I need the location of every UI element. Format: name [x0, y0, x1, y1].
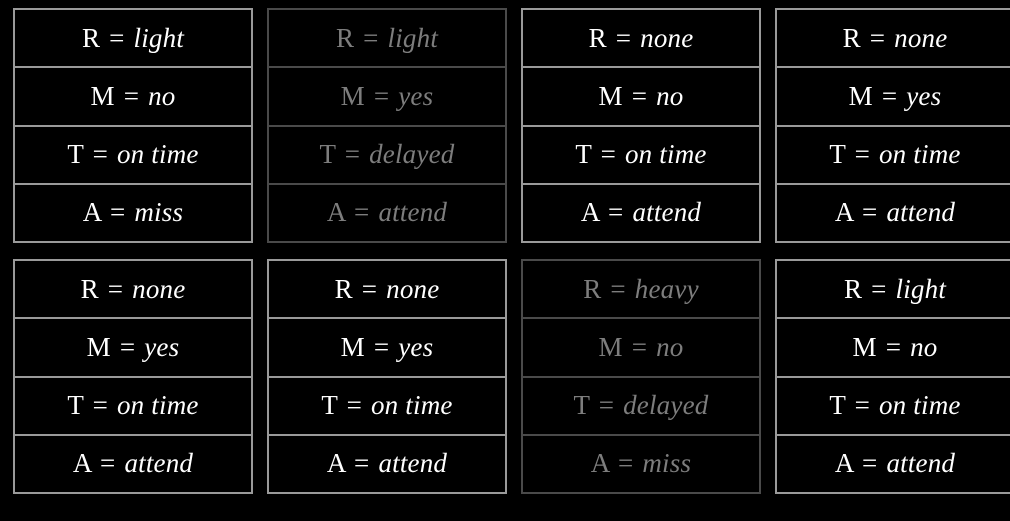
equals-sign: = [617, 448, 634, 479]
case-card [267, 8, 507, 243]
attribute-value: on time [878, 139, 961, 170]
attribute-value: yes [398, 331, 434, 362]
attribute-name: M [852, 331, 877, 362]
attribute-value: delayed [623, 390, 709, 421]
equals-sign: = [862, 197, 878, 228]
equals-sign: = [869, 22, 886, 53]
equals-sign: = [862, 448, 878, 479]
attribute-text [80, 273, 186, 304]
attribute-value: none [386, 273, 440, 304]
attribute-value: attend [886, 197, 956, 228]
attribute-name: A [82, 197, 102, 228]
attribute-row [269, 319, 505, 377]
attribute-text [575, 141, 706, 168]
attribute-row [777, 185, 1010, 241]
equals-sign: = [854, 139, 870, 170]
attribute-text [598, 331, 684, 362]
attribute-text [334, 273, 440, 304]
case-card [521, 259, 761, 494]
attribute-name: R [843, 273, 863, 304]
attribute-row [15, 127, 251, 185]
attribute-value: heavy [634, 273, 699, 304]
equals-sign: = [109, 22, 125, 53]
attribute-text [320, 141, 455, 168]
equals-sign: = [123, 80, 140, 111]
equals-sign: = [92, 139, 108, 170]
attribute-text [67, 141, 198, 168]
attribute-name: M [340, 80, 365, 111]
attribute-text [583, 273, 699, 304]
attribute-text [340, 80, 434, 111]
attribute-row [777, 378, 1010, 436]
attribute-value: miss [642, 448, 692, 479]
attribute-row [777, 10, 1010, 68]
attribute-text [591, 450, 691, 477]
attribute-text [327, 199, 447, 226]
equals-sign: = [610, 273, 626, 304]
attribute-value: on time [116, 390, 199, 421]
attribute-row [777, 68, 1010, 126]
attribute-value: none [640, 22, 694, 53]
attribute-value: attend [632, 197, 702, 228]
attribute-row [15, 319, 251, 377]
attribute-value: on time [878, 390, 961, 421]
attribute-row [523, 10, 759, 68]
attribute-name: M [848, 80, 873, 111]
case-card [775, 8, 1010, 243]
attribute-text [843, 273, 947, 304]
equals-sign: = [373, 80, 390, 111]
attribute-row [269, 261, 505, 319]
attribute-name: M [598, 80, 623, 111]
attribute-value: yes [144, 331, 180, 362]
attribute-name: A [326, 197, 346, 228]
attribute-name: T [829, 390, 846, 421]
attribute-row [523, 378, 759, 436]
attribute-name: M [340, 331, 365, 362]
attribute-text [835, 450, 955, 477]
attribute-name: A [326, 448, 346, 479]
attribute-value: on time [370, 390, 453, 421]
attribute-value: no [656, 331, 684, 362]
attribute-text [829, 141, 960, 168]
equals-sign: = [600, 139, 616, 170]
case-card [521, 8, 761, 243]
attribute-value: light [387, 22, 439, 53]
attribute-row [269, 10, 505, 68]
attribute-value: light [895, 273, 947, 304]
attribute-name: T [321, 390, 338, 421]
attribute-row [15, 261, 251, 319]
case-card [267, 259, 507, 494]
attribute-name: T [575, 139, 592, 170]
attribute-name: T [829, 139, 846, 170]
attribute-name: A [834, 448, 854, 479]
attribute-row [269, 436, 505, 492]
equals-sign: = [346, 390, 362, 421]
attribute-name: A [590, 448, 610, 479]
attribute-value: miss [134, 197, 184, 228]
attribute-row [777, 261, 1010, 319]
equals-sign: = [109, 197, 126, 228]
attribute-row [269, 185, 505, 241]
case-card [13, 259, 253, 494]
equals-sign: = [373, 331, 390, 362]
attribute-row [269, 68, 505, 126]
attribute-row [777, 127, 1010, 185]
attribute-text [67, 392, 198, 419]
equals-sign: = [363, 22, 379, 53]
equals-sign: = [361, 273, 378, 304]
attribute-name: T [67, 139, 84, 170]
equals-sign: = [871, 273, 887, 304]
attribute-value: attend [124, 448, 194, 479]
attribute-row [15, 185, 251, 241]
attribute-row [15, 436, 251, 492]
attribute-name: A [580, 197, 600, 228]
attribute-text [574, 392, 709, 419]
attribute-name: T [573, 390, 590, 421]
attribute-value: yes [398, 80, 434, 111]
equals-sign: = [354, 197, 370, 228]
attribute-row [777, 436, 1010, 492]
attribute-row [269, 127, 505, 185]
attribute-name: M [90, 80, 115, 111]
attribute-name: R [334, 273, 353, 304]
attribute-row [523, 127, 759, 185]
attribute-row [269, 378, 505, 436]
attribute-name: R [80, 273, 99, 304]
attribute-name: T [67, 390, 84, 421]
attribute-text [90, 80, 176, 111]
attribute-text [588, 22, 694, 53]
attribute-value: light [133, 22, 185, 53]
equals-sign: = [881, 80, 898, 111]
equals-sign: = [608, 197, 624, 228]
equals-sign: = [598, 390, 615, 421]
case-card [775, 259, 1010, 494]
equals-sign: = [119, 331, 136, 362]
attribute-text [340, 331, 434, 362]
attribute-row [523, 261, 759, 319]
attribute-value: delayed [369, 139, 455, 170]
attribute-name: R [81, 22, 101, 53]
case-card [13, 8, 253, 243]
attribute-row [523, 319, 759, 377]
equals-sign: = [92, 390, 108, 421]
equals-sign: = [615, 22, 632, 53]
attribute-value: none [894, 22, 948, 53]
attribute-text [581, 199, 701, 226]
attribute-value: on time [116, 139, 199, 170]
attribute-text [327, 450, 447, 477]
attribute-row [523, 68, 759, 126]
attribute-text [86, 331, 180, 362]
attribute-value: no [148, 80, 176, 111]
equals-sign: = [100, 448, 116, 479]
equals-sign: = [631, 80, 648, 111]
equals-sign: = [107, 273, 124, 304]
attribute-value: attend [886, 448, 956, 479]
attribute-name: M [86, 331, 111, 362]
attribute-text [83, 199, 183, 226]
attribute-name: A [72, 448, 92, 479]
attribute-text [335, 22, 439, 53]
attribute-name: M [598, 331, 623, 362]
attribute-value: attend [378, 448, 448, 479]
equals-sign: = [631, 331, 648, 362]
attribute-value: attend [378, 197, 448, 228]
attribute-text [835, 199, 955, 226]
attribute-text [81, 22, 185, 53]
attribute-value: on time [624, 139, 707, 170]
attribute-value: yes [906, 80, 942, 111]
attribute-row [15, 10, 251, 68]
attribute-name: R [583, 273, 602, 304]
attribute-row [777, 319, 1010, 377]
attribute-name: A [834, 197, 854, 228]
equals-sign: = [354, 448, 370, 479]
attribute-value: no [656, 80, 684, 111]
attribute-row [523, 436, 759, 492]
attribute-text [842, 22, 948, 53]
attribute-text [848, 80, 942, 111]
attribute-text [598, 80, 684, 111]
equals-sign: = [344, 139, 361, 170]
attribute-name: R [842, 22, 861, 53]
attribute-row [15, 378, 251, 436]
attribute-name: T [319, 139, 336, 170]
attribute-text [73, 450, 193, 477]
attribute-name: R [588, 22, 607, 53]
attribute-text [852, 331, 938, 362]
attribute-text [829, 392, 960, 419]
equals-sign: = [854, 390, 870, 421]
attribute-value: none [132, 273, 186, 304]
attribute-row [523, 185, 759, 241]
attribute-value: no [910, 331, 938, 362]
equals-sign: = [885, 331, 902, 362]
attribute-name: R [335, 22, 355, 53]
attribute-row [15, 68, 251, 126]
attribute-text [321, 392, 452, 419]
